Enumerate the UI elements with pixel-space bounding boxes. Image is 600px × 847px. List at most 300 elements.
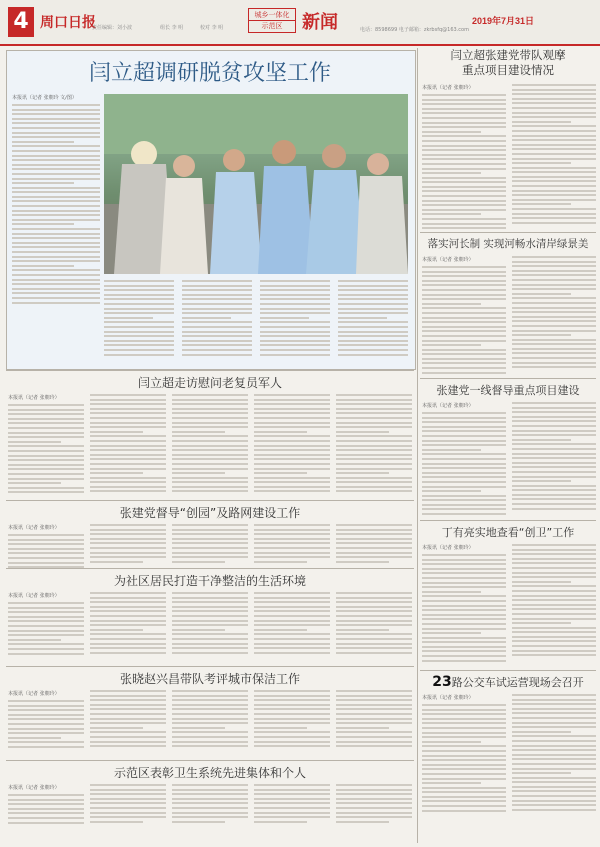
text-line [90, 422, 166, 424]
text-line [172, 422, 248, 424]
text-line [90, 601, 166, 603]
text-line [336, 458, 412, 460]
text-line [512, 261, 596, 263]
text-line [12, 196, 100, 198]
text-line [512, 366, 596, 368]
text-line [90, 652, 166, 654]
text-line [512, 768, 596, 770]
text-line [422, 472, 506, 474]
text-line [512, 604, 596, 606]
text-line [512, 84, 596, 86]
text-line [254, 542, 330, 544]
text-line [512, 194, 596, 196]
text-line [422, 499, 506, 501]
text-line [254, 802, 330, 804]
text-line [422, 321, 506, 323]
text-line [172, 542, 248, 544]
text-line [336, 552, 412, 554]
text-line [12, 288, 100, 290]
text-line [512, 462, 596, 464]
text-line [90, 440, 166, 442]
text-line [422, 117, 506, 119]
text-line [182, 326, 252, 328]
rule-1 [6, 370, 414, 371]
text-line [512, 640, 596, 642]
text-line [512, 786, 596, 788]
rule-r3 [420, 520, 596, 521]
text-line [336, 722, 412, 724]
text-line [512, 731, 571, 733]
text-line [336, 638, 412, 640]
text-line [90, 412, 166, 414]
text-line [260, 280, 330, 282]
text-line [512, 581, 571, 583]
garden-text-4 [254, 524, 330, 565]
text-line [90, 486, 166, 488]
text-line [512, 425, 596, 427]
sanitation-check-text-1 [422, 544, 506, 664]
text-line [336, 422, 412, 424]
text-line [8, 491, 84, 493]
text-line [336, 440, 412, 442]
text-line [422, 145, 506, 147]
text-line [172, 463, 248, 465]
text-line [254, 561, 307, 563]
text-line [8, 700, 84, 702]
text-line [172, 713, 248, 715]
text-line [172, 784, 248, 786]
text-line [422, 312, 506, 314]
text-line [12, 168, 100, 170]
text-line [8, 723, 84, 725]
text-line [422, 736, 506, 738]
text-line [182, 280, 252, 282]
text-line [338, 303, 408, 305]
text-line [172, 556, 248, 558]
text-line [260, 317, 309, 319]
text-line [172, 812, 248, 814]
text-line [172, 435, 248, 437]
text-line [336, 556, 412, 558]
text-line [512, 476, 596, 478]
text-line [90, 610, 166, 612]
text-line [512, 595, 596, 597]
text-line [172, 440, 248, 442]
text-line [172, 481, 248, 483]
text-line [8, 557, 84, 559]
text-line [182, 321, 252, 323]
text-line [8, 822, 84, 824]
editor-credit: 责任编辑：刘小波 [92, 25, 133, 31]
text-line [512, 777, 596, 779]
text-line [422, 600, 506, 602]
text-line [422, 660, 506, 662]
text-line [254, 643, 330, 645]
text-line [8, 607, 84, 609]
text-line [422, 764, 506, 766]
text-line [8, 639, 61, 641]
text-line [512, 222, 596, 224]
text-line [422, 741, 481, 743]
contact-info: 电话：8598699 电子邮箱：zkrbsfq@163.com [360, 27, 469, 33]
rule-2 [6, 500, 414, 501]
text-line [182, 294, 252, 296]
text-line [172, 403, 248, 405]
text-line [422, 591, 481, 593]
residents-text-1 [8, 592, 84, 657]
text-line [254, 529, 330, 531]
text-line [422, 810, 506, 812]
veterans-text-2 [90, 394, 166, 495]
text-line [512, 654, 596, 656]
text-line [512, 735, 596, 737]
text-line [172, 731, 248, 733]
text-line [8, 432, 84, 434]
text-line [512, 139, 596, 141]
bus-headline-text: 路公交车试运营现场会召开 [451, 676, 584, 689]
text-line [182, 285, 252, 287]
text-line [336, 620, 412, 622]
text-line [512, 256, 596, 258]
text-line [512, 608, 596, 610]
text-line [336, 426, 412, 428]
text-line [8, 464, 84, 466]
veterans-text-1 [8, 394, 84, 496]
text-line [104, 298, 174, 300]
health-award-byline: 本报讯（记者 张朝玲） [8, 785, 60, 791]
text-line [512, 316, 596, 318]
text-line [422, 609, 506, 611]
river-byline: 本报讯（记者 张朝玲） [422, 257, 474, 263]
text-line [8, 602, 84, 604]
text-line [422, 618, 506, 620]
text-line [90, 741, 166, 743]
text-line [90, 592, 166, 594]
text-line [512, 508, 596, 510]
text-line [172, 745, 248, 747]
text-line [422, 126, 506, 128]
text-line [512, 93, 596, 95]
text-line [254, 699, 330, 701]
text-line [336, 399, 412, 401]
rule-3 [6, 568, 414, 569]
text-line [422, 131, 481, 133]
text-line [104, 344, 174, 346]
text-line [338, 280, 408, 282]
text-line [254, 477, 330, 479]
text-line [90, 798, 166, 800]
text-line [172, 547, 248, 549]
text-line [422, 412, 506, 414]
text-line [422, 787, 506, 789]
veterans-text-3 [172, 394, 248, 495]
text-line [12, 269, 100, 271]
section-tag-bottom: 示范区 [249, 20, 295, 31]
text-line [422, 227, 506, 229]
text-line [12, 265, 74, 267]
garden-text-1 [8, 524, 84, 571]
text-line [254, 440, 330, 442]
text-line [336, 490, 412, 492]
text-line [8, 436, 84, 438]
text-line [512, 763, 596, 765]
text-line [422, 650, 506, 652]
text-line [422, 335, 506, 337]
text-line [254, 552, 330, 554]
text-line [422, 713, 506, 715]
text-line [254, 468, 330, 470]
text-line [254, 610, 330, 612]
text-line [90, 643, 166, 645]
text-line [338, 298, 408, 300]
text-line [512, 284, 596, 286]
text-line [90, 547, 166, 549]
text-line [90, 552, 166, 554]
proof-credit: 校对 李 明 [200, 25, 224, 31]
text-line [254, 798, 330, 800]
text-line [12, 159, 100, 161]
text-line [512, 144, 596, 146]
text-line [512, 722, 596, 724]
text-line [512, 208, 596, 210]
text-line [90, 812, 166, 814]
text-line [512, 416, 596, 418]
text-line [422, 559, 506, 561]
cleaning-eval-byline: 本报讯（记者 张朝玲） [8, 691, 60, 697]
text-line [254, 793, 330, 795]
text-line [422, 209, 506, 211]
text-line [12, 187, 100, 189]
text-line [172, 741, 248, 743]
text-line [512, 712, 596, 714]
text-line [12, 173, 100, 175]
text-line [90, 816, 166, 818]
text-line [512, 627, 596, 629]
text-line [90, 449, 166, 451]
text-line [422, 349, 506, 351]
lead-text-bottom-3 [260, 280, 330, 358]
text-line [422, 108, 506, 110]
text-line [336, 736, 412, 738]
text-line [254, 490, 330, 492]
text-line [336, 417, 412, 419]
text-line [12, 246, 100, 248]
text-line [336, 784, 412, 786]
text-line [172, 490, 248, 492]
text-line [336, 610, 412, 612]
text-line [172, 821, 225, 823]
text-line [512, 199, 596, 201]
text-line [8, 714, 84, 716]
text-line [422, 135, 506, 137]
text-line [512, 158, 596, 160]
text-line [8, 478, 84, 480]
text-line [254, 431, 307, 433]
text-line [336, 807, 412, 809]
text-line [90, 538, 166, 540]
inspection-headline: 张建党一线督导重点项目建设 [436, 384, 580, 397]
text-line [336, 542, 412, 544]
text-line [336, 727, 389, 729]
text-line [254, 695, 330, 697]
text-line [512, 339, 596, 341]
text-line [12, 279, 100, 281]
top-right-byline: 本报讯（记者 张朝玲） [422, 85, 474, 91]
text-line [12, 205, 100, 207]
text-line [12, 297, 100, 299]
text-line [172, 468, 248, 470]
text-line [422, 773, 506, 775]
health-award-text-1 [8, 784, 84, 826]
text-line [90, 445, 166, 447]
text-line [422, 172, 481, 174]
text-line [172, 486, 248, 488]
text-line [422, 646, 506, 648]
river-headline: 落实河长制 实现河畅水清岸绿景美 [427, 238, 589, 250]
text-line [8, 418, 84, 420]
text-line [182, 344, 252, 346]
text-line [254, 481, 330, 483]
text-line [90, 713, 166, 715]
text-line [422, 367, 506, 369]
text-line [254, 472, 307, 474]
text-line [336, 606, 412, 608]
text-line [422, 791, 506, 793]
text-line [422, 94, 506, 96]
text-line [254, 458, 330, 460]
sanitation-check-headline: 丁有亮实地查看“创卫”工作 [441, 526, 575, 539]
text-line [12, 302, 100, 304]
text-line [90, 533, 166, 535]
text-line [512, 622, 571, 624]
text-line [336, 745, 412, 747]
column-divider [417, 48, 418, 843]
text-line [512, 107, 596, 109]
text-line [8, 473, 84, 475]
text-line [512, 726, 596, 728]
text-line [422, 641, 506, 643]
text-line [422, 481, 506, 483]
text-line [260, 340, 330, 342]
text-line [254, 403, 330, 405]
text-line [422, 476, 506, 478]
text-line [254, 812, 330, 814]
text-line [90, 417, 166, 419]
text-line [422, 805, 506, 807]
text-line [172, 624, 248, 626]
text-line [422, 195, 506, 197]
text-line [336, 633, 412, 635]
text-line [254, 394, 330, 396]
text-line [422, 112, 506, 114]
text-line [336, 690, 412, 692]
text-line [512, 466, 596, 468]
text-line [338, 354, 408, 356]
text-line [512, 645, 596, 647]
text-line [90, 426, 166, 428]
text-line [512, 185, 596, 187]
text-line [512, 411, 596, 413]
text-line [8, 468, 84, 470]
text-line [338, 349, 408, 351]
text-line [336, 454, 412, 456]
text-line [336, 592, 412, 594]
text-line [104, 317, 153, 319]
residents-text-2 [90, 592, 166, 656]
garden-text-5 [336, 524, 412, 565]
text-line [90, 647, 166, 649]
text-line [8, 625, 84, 627]
text-line [104, 335, 174, 337]
rule-r1 [420, 232, 596, 233]
text-line [512, 485, 596, 487]
text-line [336, 403, 412, 405]
text-line [104, 331, 174, 333]
issue-date: 2019年7月31日 [472, 16, 535, 26]
text-line [422, 614, 506, 616]
text-line [422, 796, 506, 798]
text-line [422, 163, 506, 165]
text-line [422, 271, 506, 273]
text-line [512, 190, 596, 192]
text-line [336, 713, 412, 715]
text-line [172, 533, 248, 535]
text-line [336, 695, 412, 697]
text-line [512, 590, 596, 592]
text-line [512, 585, 596, 587]
text-line [254, 736, 330, 738]
text-line [172, 615, 248, 617]
text-line [12, 127, 100, 129]
text-line [8, 409, 84, 411]
text-line [254, 597, 330, 599]
text-line [512, 471, 596, 473]
text-line [12, 191, 100, 193]
text-line [90, 690, 166, 692]
text-line [336, 798, 412, 800]
text-line [8, 741, 84, 743]
text-line [422, 732, 506, 734]
text-line [90, 629, 143, 631]
text-line [90, 403, 166, 405]
text-line [260, 308, 330, 310]
text-line [512, 694, 596, 696]
text-line [512, 102, 596, 104]
cleaning-eval-text-3 [172, 690, 248, 750]
text-line [512, 804, 596, 806]
text-line [512, 420, 596, 422]
text-line [336, 793, 412, 795]
text-line [254, 556, 330, 558]
text-line [422, 778, 506, 780]
text-line [12, 182, 74, 184]
text-line [12, 178, 100, 180]
text-line [182, 317, 231, 319]
inspection-byline: 本报讯（记者 张朝玲） [422, 403, 474, 409]
text-line [422, 372, 506, 374]
text-line [422, 563, 506, 565]
text-line [422, 200, 506, 202]
text-line [512, 288, 596, 290]
text-line [422, 298, 506, 300]
text-line [254, 638, 330, 640]
text-line [260, 344, 330, 346]
text-line [90, 620, 166, 622]
text-line [422, 463, 506, 465]
text-line [254, 741, 330, 743]
text-line [254, 399, 330, 401]
text-line [12, 260, 100, 262]
